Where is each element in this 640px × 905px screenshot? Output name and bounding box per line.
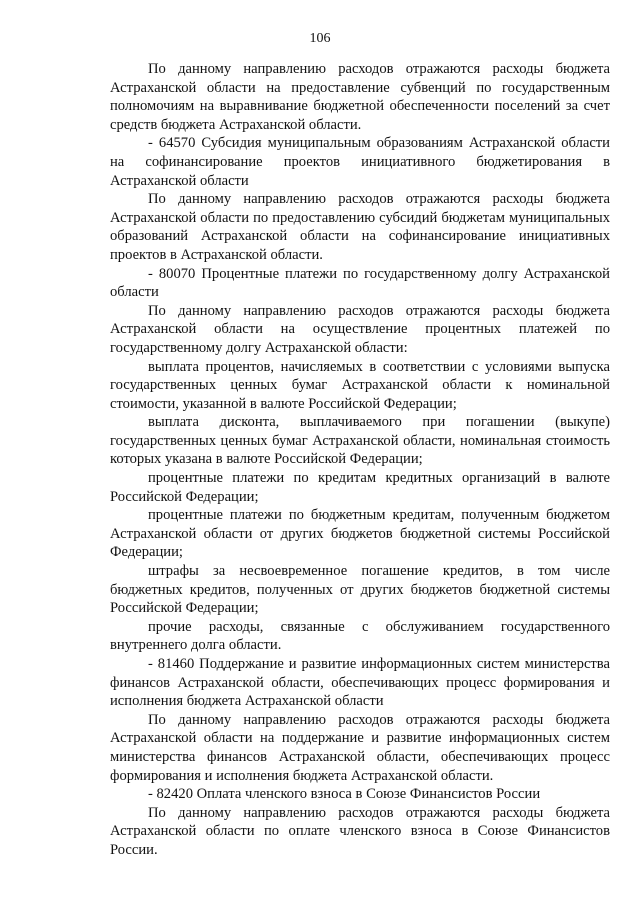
paragraph: По данному направлению расходов отражаются расходы бюджета Астраханской области по предоставлению субсидий бюджетам муниципальных образований Астраханской области на софинансирование инициативных проектов в Астраханской области. xyxy=(110,191,610,263)
paragraph: выплата дисконта, выплачиваемого при погашении (выкупе) государственных ценных бумаг Астраханской области, номинальная стоимость которых указана в валюте Российской Федерации; xyxy=(110,414,610,468)
paragraph: процентные платежи по бюджетным кредитам, полученным бюджетом Астраханской области от других бюджетов бюджетной системы Российской Федерации; xyxy=(110,507,610,561)
paragraph: выплата процентов, начисляемых в соответствии с условиями выпуска государственных ценных бумаг Астраханской области к номинальной стоимости, указанной в валюте Российской Федерации; xyxy=(110,358,610,412)
paragraph: По данному направлению расходов отражаются расходы бюджета Астраханской области на предоставление субвенций по государственным полномочиям на выравнивание бюджетной обеспеченности поселений за счет средств бюджета Астраханской области. xyxy=(110,61,610,133)
paragraph: - 81460 Поддержание и развитие информационных систем министерства финансов Астраханской области, обеспечивающих процесс формирования и исполнения бюджета Астраханской области xyxy=(110,656,610,710)
page-number: 106 xyxy=(309,31,331,46)
paragraph: По данному направлению расходов отражаются расходы бюджета Астраханской области на осуществление процентных платежей по государственному долгу Астраханской области: xyxy=(110,302,610,356)
paragraph: - 82420 Оплата членского взноса в Союзе Финансистов России xyxy=(148,786,541,803)
paragraph: штрафы за несвоевременное погашение кредитов, в том числе бюджетных кредитов, полученных от других бюджетов бюджетной системы Российской Федерации; xyxy=(110,563,610,617)
paragraph: По данному направлению расходов отражаются расходы бюджета Астраханской области на поддержание и развитие информационных систем министерства финансов Астраханской области, обеспечивающих процесс формирования и исполнения бюджета Астраханской области. xyxy=(110,711,610,784)
paragraph: прочие расходы, связанные с обслуживанием государственного внутреннего долга области. xyxy=(110,618,610,654)
body-text xyxy=(110,60,610,860)
paragraph: - 80070 Процентные платежи по государственному долгу Астраханской области xyxy=(110,265,610,301)
paragraph: - 64570 Субсидия муниципальным образованиям Астраханской области на софинансирование проектов инициативного бюджетирования в Астраханской области xyxy=(110,135,610,189)
paragraph: процентные платежи по кредитам кредитных организаций в валюте Российской Федерации; xyxy=(110,470,610,505)
paragraph: По данному направлению расходов отражаются расходы бюджета Астраханской области по оплате членского взноса в Союзе Финансистов России. xyxy=(110,804,610,858)
